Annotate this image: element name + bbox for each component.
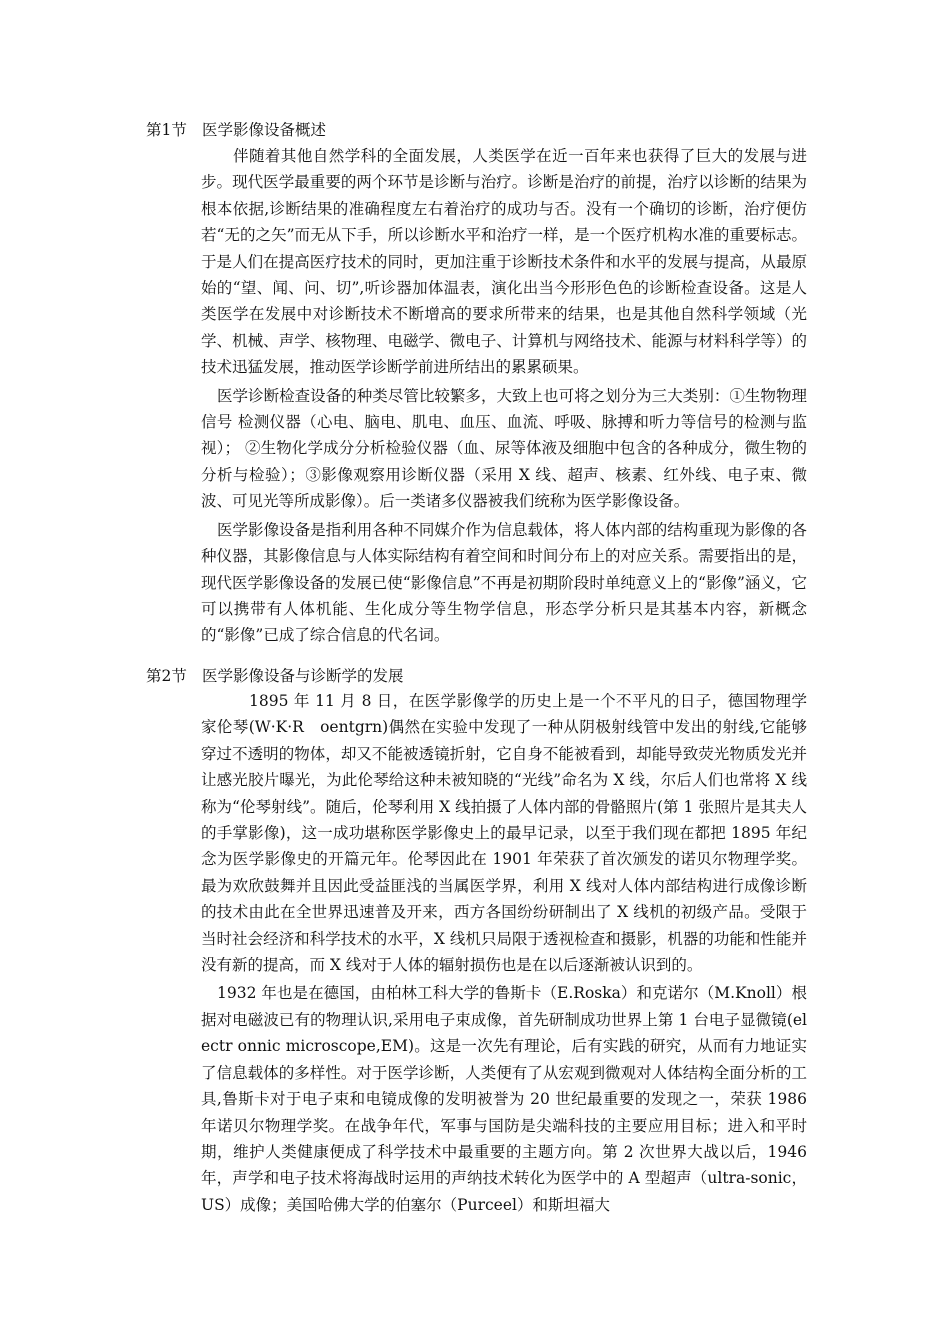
section-1-body [201,143,807,649]
section-2-paragraph-2: 1932 年也是在德国，由柏林工科大学的鲁斯卡（E.Roska）和克诺尔（M.Knoll）根据对电磁波已有的物理认识,采用电子束成像，首先研制成功世界上第 1 台电子显微镜(electr onnic microscope,EM)。这是一次先有理论，后有实践的研究，从而有力地证实了信息载体的多样性。对于医学诊断，人类便有了从宏观到微观对人体结构全面分析的工具,鲁斯卡对于电子束和电镜成像的发明被誉为 20 世纪最重要的发现之一，荣获 1986 年诺贝尔物理学奖。在战争年代，军事与国防是尖端科技的主要应用目标；进入和平时期，维护人类健康便成了科学技术中最重要的主题方向。第 2 次世界大战以后，1946 年，声学和电子技术将海战时运用的声纳技术转化为医学中的 A 型超声（ultra-sonic，US）成像；美国哈佛大学的伯塞尔（Purceel）和斯坦福大 [201,984,807,1214]
section-1-heading [146,117,326,143]
section-1-title: 医学影像设备概述 [202,121,327,139]
section-2-body [201,688,807,1218]
section-2-heading [146,663,404,689]
section-2-title: 医学影像设备与诊断学的发展 [202,667,404,685]
section-1-paragraph-2: 医学诊断检查设备的种类尽管比较繁多，大致上也可将之划分为三大类别：①生物物理信号 检测仪器（心电、脑电、肌电、血压、血流、呼吸、脉搏和听力等信号的检测与监视）； ②生物化学成分分析检验仪器（血、尿等体液及细胞中包含的各种成分，微生物的分析与检验）；③影像观察用诊断仪器（采用 X 线、超声、核素、红外线、电子束、微波、可见光等所成影像）。后一类诸多仪器被我们统称为医学影像设备。 [201,386,807,511]
section-2-number: 第2节 [146,667,187,685]
section-1-number: 第1节 [146,121,187,139]
section-2-paragraph-1: 1895 年 11 月 8 日，在医学影像学的历史上是一个不平凡的日子，德国物理学家伦琴(W·K·R oentgrn)偶然在实验中发现了一种从阴极射线管中发出的射线,它能够穿过不透明的物体，却又不能被透镜折射，它自身不能被看到，却能导致荧光物质发光并让感光胶片曝光，为此伦琴给这种未被知晓的“光线”命名为 X 线，尔后人们也常将 X 线称为“伦琴射线”。随后，伦琴利用 X 线拍摄了人体内部的骨骼照片(第 1 张照片是其夫人的手掌影像)，这一成功堪称医学影像史上的最早记录，以至于我们现在都把 1895 年纪念为医学影像史的开篇元年。伦琴因此在 1901 年荣获了首次颁发的诺贝尔物理学奖。最为欢欣鼓舞并且因此受益匪浅的当属医学界，利用 X 线对人体内部结构进行成像诊断的技术由此在全世界迅速普及开来，西方各国纷纷研制出了 X 线机的初级产品。受限于当时社会经济和科学技术的水平，X 线机只局限于透视检查和摄影，机器的功能和性能并没有新的提高，而 X 线对于人体的辐射损伤也是在以后逐渐被认识到的。 [201,692,807,975]
section-1-paragraph-1: 伴随着其他自然学科的全面发展，人类医学在近一百年来也获得了巨大的发展与进步。现代医学最重要的两个环节是诊断与治疗。诊断是治疗的前提，治疗以诊断的结果为根本依据,诊断结果的准确程度左右着治疗的成功与否。没有一个确切的诊断，治疗便仿若“无的之矢”而无从下手，所以诊断水平和治疗一样，是一个医疗机构水准的重要标志。于是人们在提高医疗技术的同时，更加注重于诊断技术条件和水平的发展与提高，从最原始的“望、闻、问、切”,听诊器加体温表，演化出当今形形色色的诊断检查设备。这是人类医学在发展中对诊断技术不断增高的要求所带来的结果，也是其他自然科学领域（光学、机械、声学、核物理、电磁学、微电子、计算机与网络技术、能源与材料科学等）的技术迅猛发展，推动医学诊断学前进所结出的累累硕果。 [201,147,807,377]
section-1-paragraph-3: 医学影像设备是指利用各种不同媒介作为信息载体，将人体内部的结构重现为影像的各种仪器，其影像信息与人体实际结构有着空间和时间分布上的对应关系。需要指出的是，现代医学影像设备的发展已使“影像信息”不再是初期阶段时单纯意义上的“影像”涵义，它可以携带有人体机能、生化成分等生物学信息，形态学分析只是其基本内容，新概念的“影像”已成了综合信息的代名词。 [201,520,807,645]
